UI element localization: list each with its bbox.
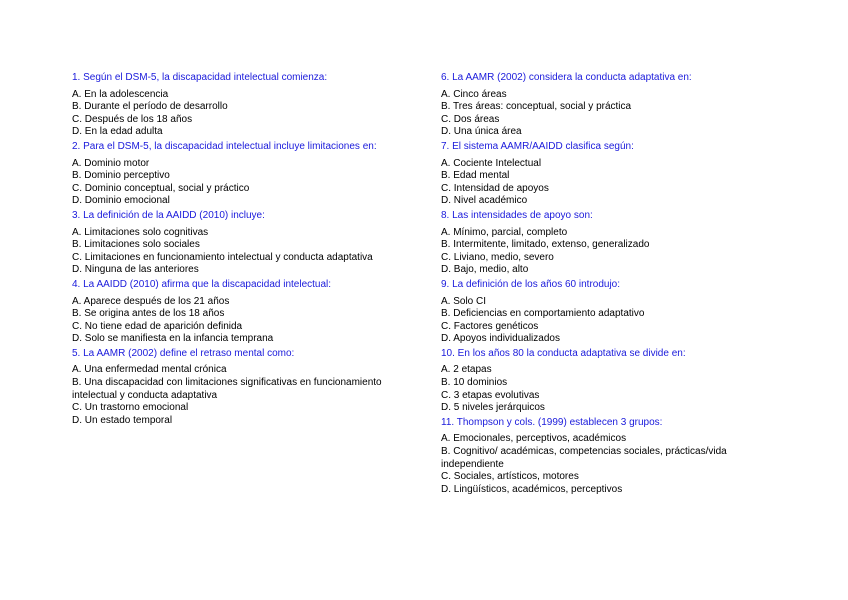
answer-option: C. Sociales, artísticos, motores [441,471,579,483]
question-block [441,210,781,277]
question-block [72,210,402,277]
answer-option: B. Una discapacidad con limitaciones significativas en funcionamiento intelectual y conducta adaptativa [72,377,382,401]
answer-option: B. Durante el período de desarrollo [72,101,228,113]
answer-option: A. Mínimo, parcial, completo [441,226,568,238]
question-title: 11. Thompson y cols. (1999) establecen 3 grupos: [441,416,663,428]
answer-option: A. Limitaciones solo cognitivas [72,226,209,238]
answer-option: A. Cociente Intelectual [441,157,542,169]
answer-option: C. No tiene edad de aparición definida [72,320,243,332]
answer-option: D. 5 niveles jerárquicos [441,402,545,414]
answer-option: A. Emocionales, perceptivos, académicos [441,433,627,445]
answer-option: B. Cognitivo/ académicas, competencias sociales, prácticas/vida independiente [441,446,727,470]
right-column [441,72,781,498]
left-column [72,72,402,429]
answer-option: D. Dominio emocional [72,195,170,207]
answer-option: B. 10 dominios [441,377,508,389]
question-block [441,141,781,208]
answer-option: D. Una única área [441,126,522,138]
answer-option: B. Deficiencias en comportamiento adaptativo [441,308,645,320]
answer-option: B. Limitaciones solo sociales [72,239,200,251]
question-title: 2. Para el DSM-5, la discapacidad intelectual incluye limitaciones en: [72,140,377,152]
answer-option: A. Una enfermedad mental crónica [72,364,227,376]
answer-option: D. Lingüísticos, académicos, perceptivos [441,483,623,495]
question-title: 10. En los años 80 la conducta adaptativa se divide en: [441,347,686,359]
question-block [72,348,402,428]
question-block [441,72,781,139]
question-title: 8. Las intensidades de apoyo son: [441,209,593,221]
answer-option: C. Después de los 18 años [72,113,193,125]
question-block [441,348,781,415]
answer-option: C. Intensidad de apoyos [441,182,549,194]
question-title: 1. Según el DSM-5, la discapacidad intelectual comienza: [72,72,328,83]
answer-option: D. Solo se manifiesta en la infancia temprana [72,333,274,345]
question-title: 7. El sistema AAMR/AAIDD clasifica según: [441,140,634,152]
answer-option: C. Limitaciones en funcionamiento intelectual y conducta adaptativa [72,251,373,263]
answer-option: B. Edad mental [441,170,510,182]
answer-option: D. Apoyos individualizados [441,333,560,345]
answer-option: C. Un trastorno emocional [72,402,189,414]
question-block [441,417,781,497]
question-block [72,279,402,346]
answer-option: D. Ninguna de las anteriores [72,264,199,276]
answer-option: C. Factores genéticos [441,320,539,332]
question-title: 6. La AAMR (2002) considera la conducta adaptativa en: [441,72,692,83]
answer-option: B. Dominio perceptivo [72,170,170,182]
answer-option: A. Dominio motor [72,157,150,169]
question-block [72,72,402,139]
question-block [441,279,781,346]
answer-option: A. Cinco áreas [441,88,507,100]
question-title: 9. La definición de los años 60 introdujo: [441,278,621,290]
answer-option: D. Bajo, medio, alto [441,264,529,276]
answer-option: B. Tres áreas: conceptual, social y práctica [441,101,632,113]
answer-option: C. 3 etapas evolutivas [441,389,540,401]
question-title: 3. La definición de la AAIDD (2010) incluye: [72,209,265,221]
answer-option: D. Un estado temporal [72,414,173,426]
answer-option: A. Solo CI [441,295,487,307]
question-title: 4. La AAIDD (2010) afirma que la discapacidad intelectual: [72,278,332,290]
answer-option: C. Dos áreas [441,113,500,125]
answer-option: C. Dominio conceptual, social y práctico [72,182,250,194]
answer-option: A. En la adolescencia [72,88,169,100]
answer-option: A. 2 etapas [441,364,492,376]
answer-option: A. Aparece después de los 21 años [72,295,230,307]
answer-option: C. Liviano, medio, severo [441,251,554,263]
answer-option: B. Se origina antes de los 18 años [72,308,225,320]
question-title: 5. La AAMR (2002) define el retraso mental como: [72,347,295,359]
question-block [72,141,402,208]
answer-option: B. Intermitente, limitado, extenso, generalizado [441,239,650,251]
answer-option: D. En la edad adulta [72,126,163,138]
answer-option: D. Nivel académico [441,195,528,207]
